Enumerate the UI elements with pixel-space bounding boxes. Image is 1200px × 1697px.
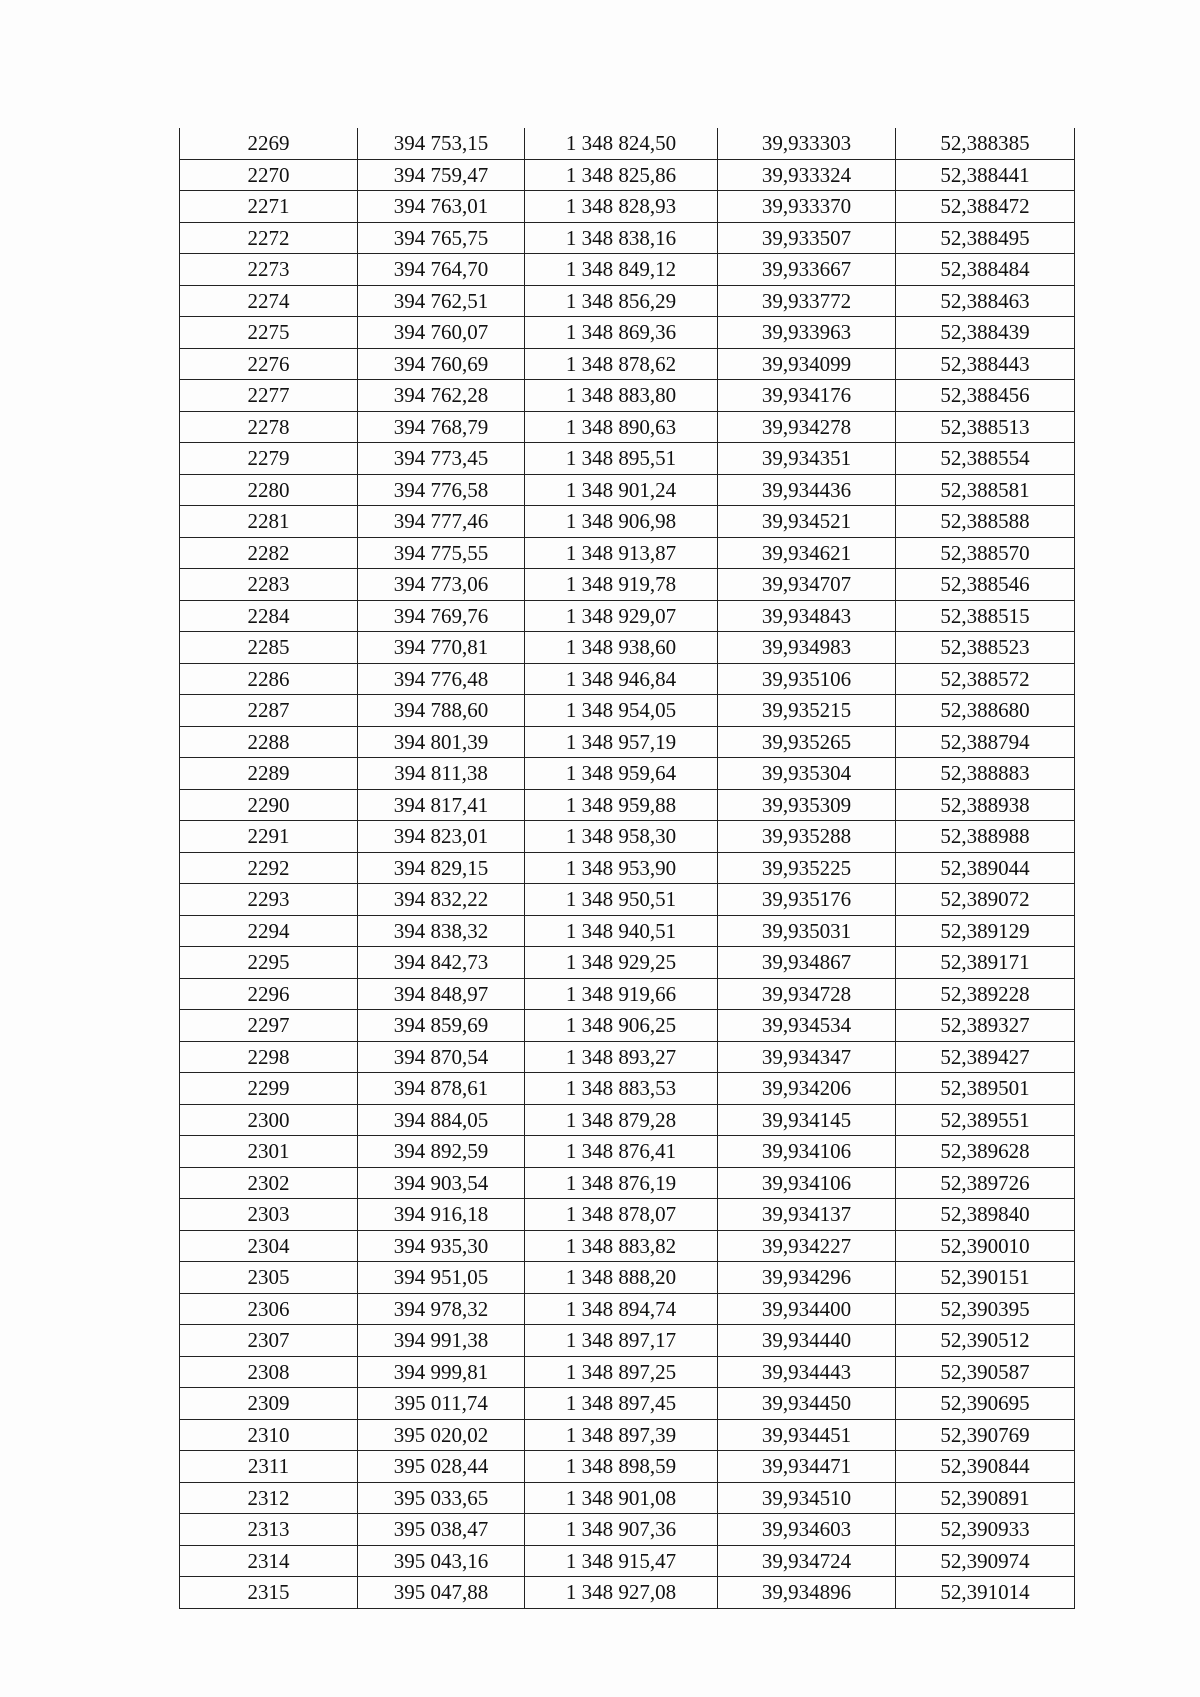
y-coordinate-cell: 1 348 876,41 (525, 1136, 718, 1168)
y-coordinate-cell: 1 348 856,29 (525, 285, 718, 317)
x-coordinate-cell: 394 753,15 (358, 128, 525, 159)
point-number-cell: 2283 (180, 569, 358, 601)
x-coordinate-cell: 394 870,54 (358, 1041, 525, 1073)
x-coordinate-cell: 394 788,60 (358, 695, 525, 727)
latitude-cell: 39,934278 (718, 411, 896, 443)
y-coordinate-cell: 1 348 894,74 (525, 1293, 718, 1325)
table-row (180, 1041, 1075, 1073)
x-coordinate-cell: 394 764,70 (358, 254, 525, 286)
y-coordinate-cell: 1 348 893,27 (525, 1041, 718, 1073)
y-coordinate-cell: 1 348 876,19 (525, 1167, 718, 1199)
point-number-cell: 2276 (180, 348, 358, 380)
y-coordinate-cell: 1 348 929,25 (525, 947, 718, 979)
table-row (180, 474, 1075, 506)
y-coordinate-cell: 1 348 901,24 (525, 474, 718, 506)
point-number-cell: 2274 (180, 285, 358, 317)
x-coordinate-cell: 394 760,07 (358, 317, 525, 349)
latitude-cell: 39,934296 (718, 1262, 896, 1294)
latitude-cell: 39,935031 (718, 915, 896, 947)
x-coordinate-cell: 394 763,01 (358, 191, 525, 223)
table-row (180, 411, 1075, 443)
point-number-cell: 2290 (180, 789, 358, 821)
longitude-cell: 52,388581 (896, 474, 1075, 506)
table-row (180, 128, 1075, 159)
latitude-cell: 39,934843 (718, 600, 896, 632)
latitude-cell: 39,935288 (718, 821, 896, 853)
point-number-cell: 2275 (180, 317, 358, 349)
x-coordinate-cell: 394 878,61 (358, 1073, 525, 1105)
longitude-cell: 52,389072 (896, 884, 1075, 916)
y-coordinate-cell: 1 348 953,90 (525, 852, 718, 884)
coordinates-table (179, 128, 1075, 1609)
longitude-cell: 52,388441 (896, 159, 1075, 191)
x-coordinate-cell: 395 043,16 (358, 1545, 525, 1577)
y-coordinate-cell: 1 348 890,63 (525, 411, 718, 443)
latitude-cell: 39,934983 (718, 632, 896, 664)
longitude-cell: 52,388794 (896, 726, 1075, 758)
longitude-cell: 52,390395 (896, 1293, 1075, 1325)
longitude-cell: 52,389551 (896, 1104, 1075, 1136)
y-coordinate-cell: 1 348 888,20 (525, 1262, 718, 1294)
longitude-cell: 52,388463 (896, 285, 1075, 317)
longitude-cell: 52,388513 (896, 411, 1075, 443)
latitude-cell: 39,933303 (718, 128, 896, 159)
longitude-cell: 52,390010 (896, 1230, 1075, 1262)
y-coordinate-cell: 1 348 897,39 (525, 1419, 718, 1451)
x-coordinate-cell: 394 848,97 (358, 978, 525, 1010)
latitude-cell: 39,933667 (718, 254, 896, 286)
table-row (180, 726, 1075, 758)
table-row (180, 1482, 1075, 1514)
latitude-cell: 39,934510 (718, 1482, 896, 1514)
point-number-cell: 2279 (180, 443, 358, 475)
y-coordinate-cell: 1 348 913,87 (525, 537, 718, 569)
latitude-cell: 39,933370 (718, 191, 896, 223)
latitude-cell: 39,934137 (718, 1199, 896, 1231)
table-row (180, 1136, 1075, 1168)
latitude-cell: 39,934521 (718, 506, 896, 538)
latitude-cell: 39,935215 (718, 695, 896, 727)
x-coordinate-cell: 395 047,88 (358, 1577, 525, 1609)
point-number-cell: 2292 (180, 852, 358, 884)
point-number-cell: 2296 (180, 978, 358, 1010)
point-number-cell: 2291 (180, 821, 358, 853)
latitude-cell: 39,934206 (718, 1073, 896, 1105)
table-row (180, 1356, 1075, 1388)
y-coordinate-cell: 1 348 906,98 (525, 506, 718, 538)
point-number-cell: 2312 (180, 1482, 358, 1514)
point-number-cell: 2273 (180, 254, 358, 286)
x-coordinate-cell: 395 028,44 (358, 1451, 525, 1483)
table-row (180, 1230, 1075, 1262)
y-coordinate-cell: 1 348 919,78 (525, 569, 718, 601)
x-coordinate-cell: 394 769,76 (358, 600, 525, 632)
longitude-cell: 52,388523 (896, 632, 1075, 664)
longitude-cell: 52,389427 (896, 1041, 1075, 1073)
latitude-cell: 39,934443 (718, 1356, 896, 1388)
longitude-cell: 52,389327 (896, 1010, 1075, 1042)
point-number-cell: 2315 (180, 1577, 358, 1609)
point-number-cell: 2295 (180, 947, 358, 979)
longitude-cell: 52,390844 (896, 1451, 1075, 1483)
table-row (180, 317, 1075, 349)
table-row (180, 537, 1075, 569)
table-row (180, 1514, 1075, 1546)
longitude-cell: 52,388680 (896, 695, 1075, 727)
longitude-cell: 52,390974 (896, 1545, 1075, 1577)
point-number-cell: 2306 (180, 1293, 358, 1325)
y-coordinate-cell: 1 348 883,82 (525, 1230, 718, 1262)
y-coordinate-cell: 1 348 838,16 (525, 222, 718, 254)
y-coordinate-cell: 1 348 878,07 (525, 1199, 718, 1231)
table-row (180, 1010, 1075, 1042)
x-coordinate-cell: 394 935,30 (358, 1230, 525, 1262)
table-row (180, 159, 1075, 191)
table-row (180, 191, 1075, 223)
point-number-cell: 2304 (180, 1230, 358, 1262)
longitude-cell: 52,389726 (896, 1167, 1075, 1199)
x-coordinate-cell: 395 038,47 (358, 1514, 525, 1546)
longitude-cell: 52,388495 (896, 222, 1075, 254)
table-row (180, 1325, 1075, 1357)
longitude-cell: 52,388988 (896, 821, 1075, 853)
longitude-cell: 52,389044 (896, 852, 1075, 884)
y-coordinate-cell: 1 348 957,19 (525, 726, 718, 758)
latitude-cell: 39,934347 (718, 1041, 896, 1073)
point-number-cell: 2302 (180, 1167, 358, 1199)
table-row (180, 1451, 1075, 1483)
x-coordinate-cell: 394 759,47 (358, 159, 525, 191)
point-number-cell: 2307 (180, 1325, 358, 1357)
point-number-cell: 2310 (180, 1419, 358, 1451)
latitude-cell: 39,934176 (718, 380, 896, 412)
latitude-cell: 39,934227 (718, 1230, 896, 1262)
table-row (180, 222, 1075, 254)
x-coordinate-cell: 394 838,32 (358, 915, 525, 947)
x-coordinate-cell: 394 770,81 (358, 632, 525, 664)
table-row (180, 1073, 1075, 1105)
longitude-cell: 52,390933 (896, 1514, 1075, 1546)
table-row (180, 758, 1075, 790)
x-coordinate-cell: 394 801,39 (358, 726, 525, 758)
longitude-cell: 52,388546 (896, 569, 1075, 601)
y-coordinate-cell: 1 348 898,59 (525, 1451, 718, 1483)
y-coordinate-cell: 1 348 897,45 (525, 1388, 718, 1420)
y-coordinate-cell: 1 348 959,88 (525, 789, 718, 821)
table-row (180, 632, 1075, 664)
longitude-cell: 52,388472 (896, 191, 1075, 223)
point-number-cell: 2289 (180, 758, 358, 790)
x-coordinate-cell: 394 823,01 (358, 821, 525, 853)
y-coordinate-cell: 1 348 907,36 (525, 1514, 718, 1546)
x-coordinate-cell: 394 884,05 (358, 1104, 525, 1136)
longitude-cell: 52,389628 (896, 1136, 1075, 1168)
latitude-cell: 39,934707 (718, 569, 896, 601)
x-coordinate-cell: 394 775,55 (358, 537, 525, 569)
table-row (180, 789, 1075, 821)
x-coordinate-cell: 394 832,22 (358, 884, 525, 916)
table-row (180, 1545, 1075, 1577)
longitude-cell: 52,388588 (896, 506, 1075, 538)
x-coordinate-cell: 394 773,45 (358, 443, 525, 475)
point-number-cell: 2298 (180, 1041, 358, 1073)
point-number-cell: 2313 (180, 1514, 358, 1546)
table-row (180, 1293, 1075, 1325)
longitude-cell: 52,388572 (896, 663, 1075, 695)
x-coordinate-cell: 395 011,74 (358, 1388, 525, 1420)
table-row (180, 695, 1075, 727)
y-coordinate-cell: 1 348 901,08 (525, 1482, 718, 1514)
latitude-cell: 39,934400 (718, 1293, 896, 1325)
y-coordinate-cell: 1 348 879,28 (525, 1104, 718, 1136)
point-number-cell: 2299 (180, 1073, 358, 1105)
longitude-cell: 52,391014 (896, 1577, 1075, 1609)
longitude-cell: 52,388456 (896, 380, 1075, 412)
latitude-cell: 39,934450 (718, 1388, 896, 1420)
x-coordinate-cell: 394 773,06 (358, 569, 525, 601)
x-coordinate-cell: 394 991,38 (358, 1325, 525, 1357)
point-number-cell: 2297 (180, 1010, 358, 1042)
y-coordinate-cell: 1 348 959,64 (525, 758, 718, 790)
x-coordinate-cell: 394 765,75 (358, 222, 525, 254)
longitude-cell: 52,388515 (896, 600, 1075, 632)
y-coordinate-cell: 1 348 883,53 (525, 1073, 718, 1105)
table-row (180, 1199, 1075, 1231)
latitude-cell: 39,934724 (718, 1545, 896, 1577)
latitude-cell: 39,934471 (718, 1451, 896, 1483)
point-number-cell: 2305 (180, 1262, 358, 1294)
y-coordinate-cell: 1 348 883,80 (525, 380, 718, 412)
y-coordinate-cell: 1 348 958,30 (525, 821, 718, 853)
longitude-cell: 52,388570 (896, 537, 1075, 569)
point-number-cell: 2281 (180, 506, 358, 538)
latitude-cell: 39,933324 (718, 159, 896, 191)
point-number-cell: 2287 (180, 695, 358, 727)
table-row (180, 1167, 1075, 1199)
y-coordinate-cell: 1 348 825,86 (525, 159, 718, 191)
longitude-cell: 52,389129 (896, 915, 1075, 947)
y-coordinate-cell: 1 348 927,08 (525, 1577, 718, 1609)
y-coordinate-cell: 1 348 878,62 (525, 348, 718, 380)
longitude-cell: 52,389228 (896, 978, 1075, 1010)
x-coordinate-cell: 394 951,05 (358, 1262, 525, 1294)
y-coordinate-cell: 1 348 950,51 (525, 884, 718, 916)
latitude-cell: 39,934896 (718, 1577, 896, 1609)
x-coordinate-cell: 394 999,81 (358, 1356, 525, 1388)
x-coordinate-cell: 395 033,65 (358, 1482, 525, 1514)
point-number-cell: 2280 (180, 474, 358, 506)
y-coordinate-cell: 1 348 938,60 (525, 632, 718, 664)
point-number-cell: 2278 (180, 411, 358, 443)
point-number-cell: 2286 (180, 663, 358, 695)
table-row (180, 978, 1075, 1010)
point-number-cell: 2311 (180, 1451, 358, 1483)
latitude-cell: 39,933507 (718, 222, 896, 254)
x-coordinate-cell: 394 768,79 (358, 411, 525, 443)
y-coordinate-cell: 1 348 906,25 (525, 1010, 718, 1042)
latitude-cell: 39,934621 (718, 537, 896, 569)
latitude-cell: 39,934106 (718, 1136, 896, 1168)
x-coordinate-cell: 394 829,15 (358, 852, 525, 884)
point-number-cell: 2300 (180, 1104, 358, 1136)
table-row (180, 884, 1075, 916)
longitude-cell: 52,390151 (896, 1262, 1075, 1294)
point-number-cell: 2272 (180, 222, 358, 254)
x-coordinate-cell: 394 811,38 (358, 758, 525, 790)
x-coordinate-cell: 394 762,28 (358, 380, 525, 412)
x-coordinate-cell: 394 892,59 (358, 1136, 525, 1168)
x-coordinate-cell: 394 762,51 (358, 285, 525, 317)
longitude-cell: 52,389840 (896, 1199, 1075, 1231)
latitude-cell: 39,934603 (718, 1514, 896, 1546)
latitude-cell: 39,934145 (718, 1104, 896, 1136)
y-coordinate-cell: 1 348 897,25 (525, 1356, 718, 1388)
table-row (180, 663, 1075, 695)
y-coordinate-cell: 1 348 940,51 (525, 915, 718, 947)
longitude-cell: 52,390891 (896, 1482, 1075, 1514)
table-row (180, 852, 1075, 884)
y-coordinate-cell: 1 348 954,05 (525, 695, 718, 727)
point-number-cell: 2277 (180, 380, 358, 412)
point-number-cell: 2314 (180, 1545, 358, 1577)
point-number-cell: 2271 (180, 191, 358, 223)
table-row (180, 600, 1075, 632)
y-coordinate-cell: 1 348 849,12 (525, 254, 718, 286)
latitude-cell: 39,934436 (718, 474, 896, 506)
longitude-cell: 52,388443 (896, 348, 1075, 380)
table-row (180, 1388, 1075, 1420)
y-coordinate-cell: 1 348 915,47 (525, 1545, 718, 1577)
latitude-cell: 39,934728 (718, 978, 896, 1010)
table-row (180, 1419, 1075, 1451)
longitude-cell: 52,388484 (896, 254, 1075, 286)
table-row (180, 380, 1075, 412)
longitude-cell: 52,388439 (896, 317, 1075, 349)
point-number-cell: 2301 (180, 1136, 358, 1168)
longitude-cell: 52,390512 (896, 1325, 1075, 1357)
point-number-cell: 2303 (180, 1199, 358, 1231)
longitude-cell: 52,389171 (896, 947, 1075, 979)
y-coordinate-cell: 1 348 895,51 (525, 443, 718, 475)
table-row (180, 285, 1075, 317)
point-number-cell: 2309 (180, 1388, 358, 1420)
latitude-cell: 39,935225 (718, 852, 896, 884)
latitude-cell: 39,935176 (718, 884, 896, 916)
latitude-cell: 39,934351 (718, 443, 896, 475)
point-number-cell: 2285 (180, 632, 358, 664)
longitude-cell: 52,390695 (896, 1388, 1075, 1420)
latitude-cell: 39,934099 (718, 348, 896, 380)
table-row (180, 1104, 1075, 1136)
table-row (180, 821, 1075, 853)
latitude-cell: 39,934534 (718, 1010, 896, 1042)
y-coordinate-cell: 1 348 828,93 (525, 191, 718, 223)
point-number-cell: 2282 (180, 537, 358, 569)
table-row (180, 254, 1075, 286)
table-row (180, 506, 1075, 538)
latitude-cell: 39,935309 (718, 789, 896, 821)
latitude-cell: 39,934867 (718, 947, 896, 979)
coordinates-table-body (180, 128, 1075, 1608)
x-coordinate-cell: 394 859,69 (358, 1010, 525, 1042)
latitude-cell: 39,933963 (718, 317, 896, 349)
latitude-cell: 39,935265 (718, 726, 896, 758)
x-coordinate-cell: 395 020,02 (358, 1419, 525, 1451)
latitude-cell: 39,934440 (718, 1325, 896, 1357)
point-number-cell: 2294 (180, 915, 358, 947)
x-coordinate-cell: 394 817,41 (358, 789, 525, 821)
x-coordinate-cell: 394 842,73 (358, 947, 525, 979)
x-coordinate-cell: 394 760,69 (358, 348, 525, 380)
point-number-cell: 2288 (180, 726, 358, 758)
longitude-cell: 52,388883 (896, 758, 1075, 790)
table-row (180, 443, 1075, 475)
latitude-cell: 39,935304 (718, 758, 896, 790)
point-number-cell: 2269 (180, 128, 358, 159)
latitude-cell: 39,933772 (718, 285, 896, 317)
y-coordinate-cell: 1 348 919,66 (525, 978, 718, 1010)
table-row (180, 569, 1075, 601)
latitude-cell: 39,934106 (718, 1167, 896, 1199)
point-number-cell: 2270 (180, 159, 358, 191)
x-coordinate-cell: 394 978,32 (358, 1293, 525, 1325)
x-coordinate-cell: 394 777,46 (358, 506, 525, 538)
x-coordinate-cell: 394 903,54 (358, 1167, 525, 1199)
x-coordinate-cell: 394 776,58 (358, 474, 525, 506)
y-coordinate-cell: 1 348 929,07 (525, 600, 718, 632)
table-row (180, 348, 1075, 380)
longitude-cell: 52,390769 (896, 1419, 1075, 1451)
longitude-cell: 52,388938 (896, 789, 1075, 821)
table-row (180, 1577, 1075, 1609)
y-coordinate-cell: 1 348 869,36 (525, 317, 718, 349)
table-row (180, 947, 1075, 979)
longitude-cell: 52,389501 (896, 1073, 1075, 1105)
longitude-cell: 52,388554 (896, 443, 1075, 475)
longitude-cell: 52,388385 (896, 128, 1075, 159)
table-row (180, 1262, 1075, 1294)
longitude-cell: 52,390587 (896, 1356, 1075, 1388)
point-number-cell: 2284 (180, 600, 358, 632)
y-coordinate-cell: 1 348 897,17 (525, 1325, 718, 1357)
x-coordinate-cell: 394 776,48 (358, 663, 525, 695)
point-number-cell: 2308 (180, 1356, 358, 1388)
table-row (180, 915, 1075, 947)
x-coordinate-cell: 394 916,18 (358, 1199, 525, 1231)
latitude-cell: 39,935106 (718, 663, 896, 695)
y-coordinate-cell: 1 348 946,84 (525, 663, 718, 695)
latitude-cell: 39,934451 (718, 1419, 896, 1451)
y-coordinate-cell: 1 348 824,50 (525, 128, 718, 159)
point-number-cell: 2293 (180, 884, 358, 916)
